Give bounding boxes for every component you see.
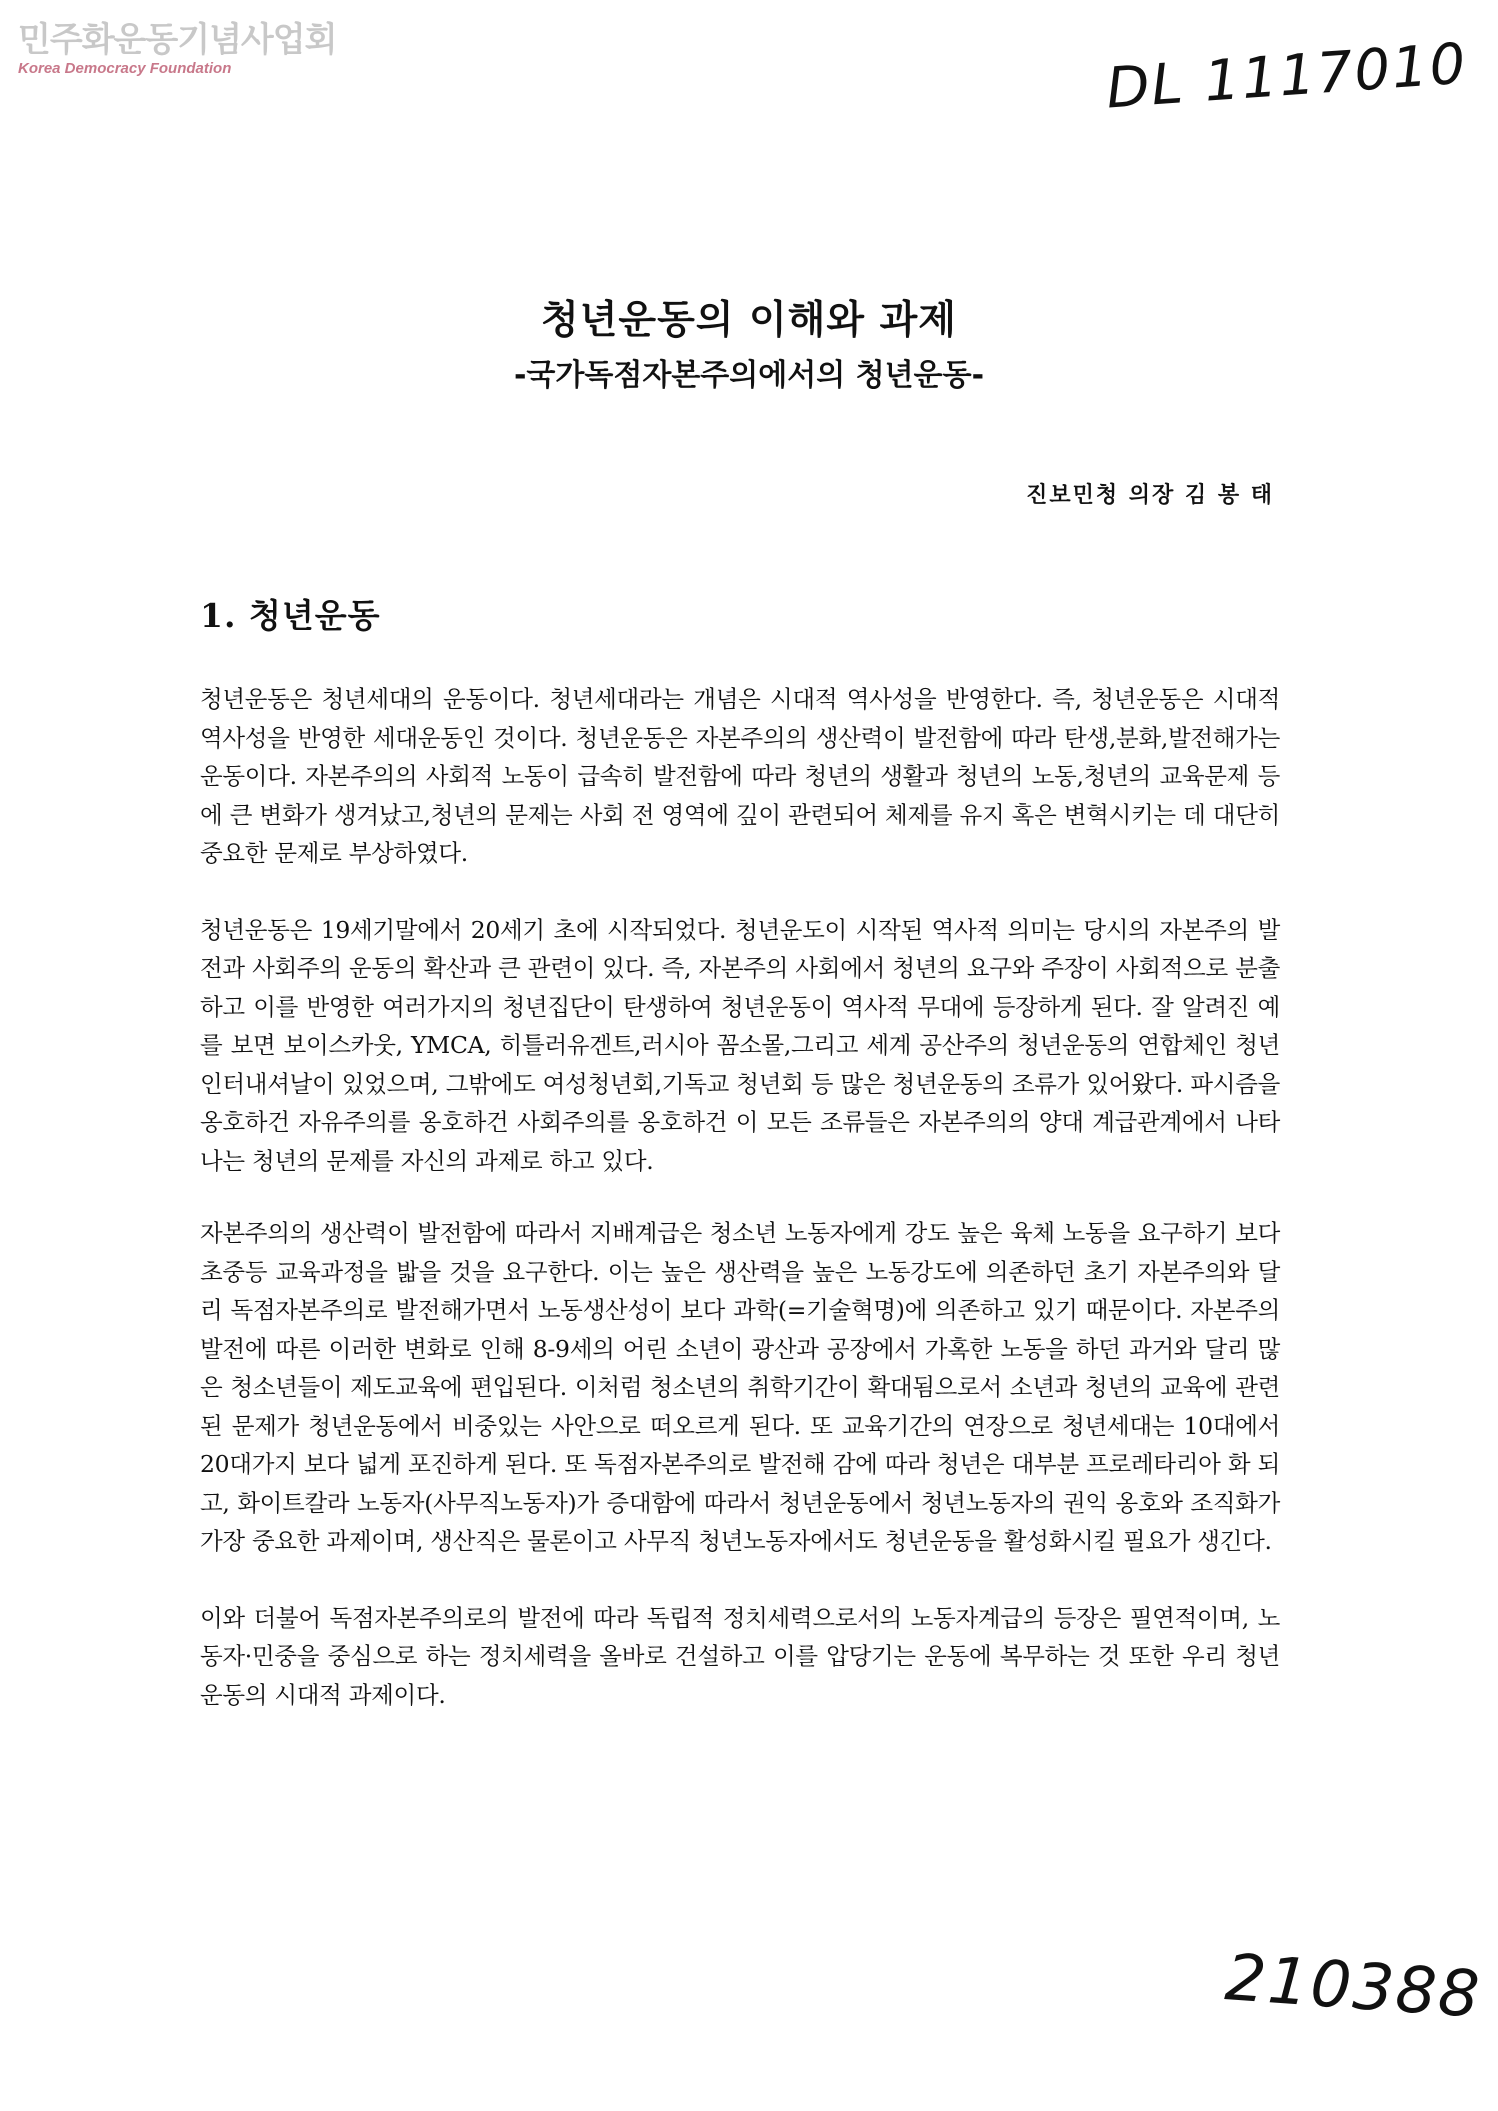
paragraph: 청년운동은 19세기말에서 20세기 초에 시작되었다. 청년운도이 시작된 역사적 의미는 당시의 자본주의 발전과 사회주의 운동의 확산과 큰 관련이 있다. 즉, 자본주의 사회에서 청년의 요구와 주장이 사회적으로 분출하고 이를 반영한 여러가지의 청년집단이 탄생하여 청년운동이 역사적 무대에 등장하게 된다. 잘 알려진 예를 보면 보이스카웃, YMCA, 히틀러유겐트,러시아 꼼소몰,그리고 세계 공산주의 청년운동의 연합체인 청년인터내셔날이 있었으며, 그밖에도 여성청년회,기독교 청년회 등 많은 청년운동의 조류가 있어왔다. 파시즘을 옹호하건 자유주의를 옹호하건 사회주의를 옹호하건 이 모든 조류들은 자본주의의 양대 계급관계에서 나타나는 청년의 문제를 자신의 과제로 하고 있다.: [200, 915, 1280, 1175]
paragraph: 청년운동은 청년세대의 운동이다. 청년세대라는 개념은 시대적 역사성을 반영한다. 즉, 청년운동은 시대적 역사성을 반영한 세대운동인 것이다. 청년운동은 자본주의의 생산력이 발전함에 따라 탄생,분화,발전해가는 운동이다. 자본주의의 사회적 노동이 급속히 발전함에 따라 청년의 생활과 청년의 노동,청년의 교육문제 등에 큰 변화가 생겨났고,청년의 문제는 사회 전 영역에 깊이 관련되어 체제를 유지 혹은 변혁시키는 데 대단히 중요한 문제로 부상하였다.: [200, 685, 1280, 867]
foundation-logo: [18, 20, 336, 78]
handwritten-archive-code: DL 1117010: [1104, 31, 1470, 122]
logo-english-text: Korea Democracy Foundation: [18, 60, 232, 77]
paragraph: 자본주의의 생산력이 발전함에 따라서 지배계급은 청소년 노동자에게 강도 높은 육체 노동을 요구하기 보다 초중등 교육과정을 밟을 것을 요구한다. 이는 높은 생산력을 높은 노동강도에 의존하던 초기 자본주의와 달리 독점자본주의로 발전해가면서 노동생산성이 보다 과학(=기술혁명)에 의존하고 있기 때문이다. 자본주의 발전에 따른 이러한 변화로 인해 8-9세의 어린 소년이 광산과 공장에서 가혹한 노동을 하던 과거와 달리 많은 청소년들이 제도교육에 편입된다. 이처럼 청소년의 취학기간이 확대됨으로서 소년과 청년의 교육에 관련된 문제가 청년운동에서 비중있는 사안으로 떠오르게 된다. 또 교육기간의 연장으로 청년세대는 10대에서 20대가지 보다 넓게 포진하게 된다. 또 독점자본주의로 발전해 감에 따라 청년은 대부분 프로레타리아 화 되고, 화이트칼라 노동자(사무직노동자)가 증대함에 따라서 청년운동에서 청년노동자의 권익 옹호와 조직화가 가장 중요한 과제이며, 생산직은 물론이고 사무직 청년노동자에서도 청년운동을 활성화시킬 필요가 생긴다.: [200, 1219, 1280, 1555]
document-subtitle: -국가독점자본주의에서의 청년운동-: [513, 358, 985, 393]
body-text: [200, 680, 1280, 1752]
section-heading: 1. 청년운동: [200, 596, 381, 635]
logo-korean-text: 민주화운동기념사업회: [18, 20, 337, 60]
handwritten-page-number: 210388: [1222, 1941, 1484, 2033]
paragraph: 이와 더불어 독점자본주의로의 발전에 따라 독립적 정치세력으로서의 노동자계급의 등장은 필연적이며, 노동자·민중을 중심으로 하는 정치세력을 올바로 건설하고 이를 압당기는 운동에 복무하는 것 또한 우리 청년운동의 시대적 과제이다.: [200, 1603, 1280, 1709]
title-block: [0, 296, 1498, 398]
document-title: 청년운동의 이해와 과제: [541, 298, 957, 343]
scan-artifact-line: [200, 1180, 1280, 1214]
author-line: 진보민청 의장 김 봉 태: [1026, 483, 1274, 508]
